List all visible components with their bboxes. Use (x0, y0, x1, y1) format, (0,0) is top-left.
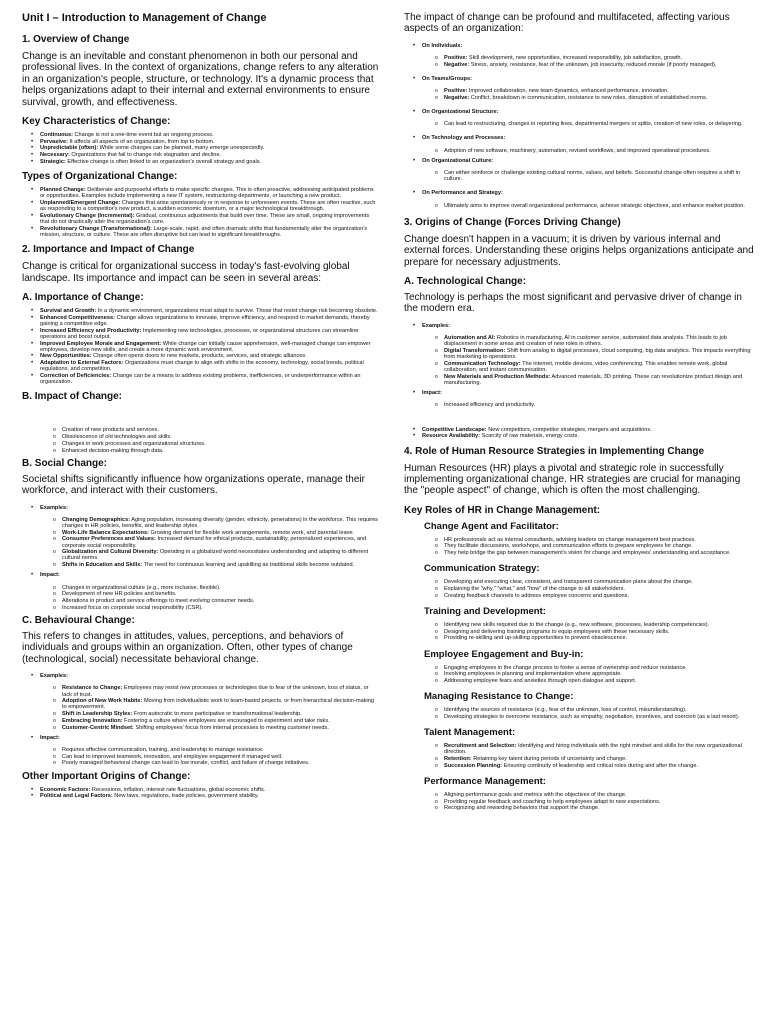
list-item: • Political and Legal Factors: New laws, regulations, trade policies, government stability. (22, 793, 380, 799)
list-item: o Identifying the sources of resistance (e.g., fear of the unknown, loss of control, misunderstanding). (404, 707, 756, 713)
performance-strategy-text: o Ultimately aims to improve overall organizational performance, achieve strategic objectives, and enhance market position. (404, 203, 756, 209)
list-item: o Automation and AI: Robotics in manufacturing, AI in customer service, automated data analysis. This leads to job displacement in some areas and creation of new roles in others. (404, 335, 756, 347)
list-item: o Developing strategies to overcome resistance, such as empathy, negotiation, incentives, and coercion (as a last resort). (404, 714, 756, 720)
list-item: • Revolutionary Change (Transformational): Large-scale, rapid, and often dramatic shifts that fundamentally alter the organization's mission, structure, or culture. These are often disruptive but can lead to significant breakthroughs. (22, 226, 380, 238)
list-item: • Increased Efficiency and Productivity: Implementing new technologies, processes, or organizational structures can streamline operations and boost output. (22, 328, 380, 340)
list-item: o Globalization and Cultural Diversity: Operating in a globalized world necessitates understanding and adapting to different cultural norms. (22, 549, 380, 561)
list-item: • Resource Availability: Scarcity of raw materials, energy costs. (404, 433, 756, 439)
section-3-paragraph: Change doesn't happen in a vacuum; it is driven by various internal and external forces. Understanding these origins helps organizations anticipate and prepare for necessary adjustments. (404, 233, 754, 268)
list-item: o Requires effective communication, training, and leadership to manage resistance. (22, 747, 380, 753)
list-item: • Improved Employee Morale and Engagement: While change can initially cause apprehension, well-managed change can empower employees, develop new skills, and create a more dynamic work environment. (22, 341, 380, 353)
other-origins-list (22, 787, 380, 800)
behavioural-change-paragraph: This refers to changes in attitudes, values, perceptions, and behaviors of individuals and groups within an organization. Often, other types of change (technological, social) necessitate behavioral change. (22, 630, 353, 665)
list-item: o Creation of new products and services. (22, 427, 380, 433)
list-item: • Enhanced Competitiveness: Change allows organizations to innovate, improve efficiency, and respond to market demands, thereby gaining a competitive edge. (22, 315, 380, 327)
on-individuals-item: • On Individuals: (404, 43, 756, 49)
section-4-heading: 4. Role of Human Resource Strategies in Implementing Change (404, 445, 705, 457)
list-item: o Embracing Innovation: Fostering a culture where employees are encouraged to experiment and take risks. (22, 718, 380, 724)
on-individuals-list (404, 55, 756, 68)
list-item: o Changes in organizational culture (e.g., more inclusive, flexible). (22, 585, 380, 591)
list-item: o Negative: Conflict, breakdown in communication, resistance to new roles, disruption of established norms. (404, 95, 756, 101)
list-item: o Work-Life Balance Expectations: Growing demand for flexible work arrangements, remote work, and parental leave. (22, 530, 380, 536)
importance-list (22, 308, 380, 385)
list-item: o Resistance to Change: Employees may resist new processes or technologies due to fear of the unknown, loss of status, or lack of trust. (22, 685, 380, 697)
hr-role-heading: Employee Engagement and Buy-in: (424, 648, 584, 660)
behav-examples-label: • Examples: (22, 673, 380, 679)
behav-impact-list (22, 747, 380, 767)
list-item: o Recruitment and Selection: Identifying and hiring individuals with the right mindset and skills for the new organizational direction. (404, 743, 756, 755)
on-teams-list (404, 88, 756, 101)
list-item: • Planned Change: Deliberate and purposeful efforts to make specific changes. This is often proactive, addressing anticipated problems or opportunities. Examples include implementing a new IT system, restructuring departments, or launching a new product. (22, 187, 380, 199)
social-impact-list (22, 585, 380, 611)
document-title: Unit I – Introduction to Management of Change (22, 12, 267, 24)
hr-role-list (404, 579, 756, 599)
social-examples-label: • Examples: (22, 505, 380, 511)
importance-heading: A. Importance of Change: (22, 291, 144, 303)
on-teams-item: • On Teams/Groups: (404, 76, 756, 82)
hr-role-list (404, 622, 756, 642)
hr-role-heading: Managing Resistance to Change: (424, 691, 574, 703)
list-item: • Pervasive: It affects all aspects of an organization, from top to bottom. (22, 139, 380, 145)
list-item: • Continuous: Change is not a one-time event but an ongoing process. (22, 132, 380, 138)
section-2-heading: 2. Importance and Impact of Change (22, 244, 195, 256)
list-item: • Survival and Growth: In a dynamic environment, organizations must adapt to survive. Those that resist change risk becoming obsolete. (22, 308, 380, 314)
list-item: o Involving employees in planning and implementation where appropriate. (404, 671, 756, 677)
other-forces-list (404, 427, 756, 440)
list-item: o They facilitate discussions, workshops, and communication efforts to prepare employees for change. (404, 543, 756, 549)
list-item: o Alterations in product and service offerings to meet evolving consumer needs. (22, 598, 380, 604)
org-structure-item: • On Organizational Structure: (404, 109, 756, 115)
left-column (22, 12, 380, 805)
list-item: o Communication Technology: The internet, mobile devices, video conferencing. This enables remote work, global collaboration, and instant communication. (404, 361, 756, 373)
list-item: o Designing and delivering training programs to equip employees with these necessary skills. (404, 629, 756, 635)
list-item: o Providing regular feedback and coaching to help employees adapt to new expectations. (404, 799, 756, 805)
hr-role-heading: Change Agent and Facilitator: (424, 520, 559, 532)
hr-roles-heading: Key Roles of HR in Change Management: (404, 504, 601, 516)
list-item: o Digital Transformation: Shift from analog to digital processes, cloud computing, big data analytics. This impacts everything from marketing to operations. (404, 348, 756, 360)
list-item: o Obsolescence of old technologies and skills. (22, 434, 380, 440)
social-change-paragraph: Societal shifts significantly influence how organizations operate, manage their workforce, and interact with their customers. (22, 473, 365, 497)
tech-impact-label: • Impact: (404, 390, 756, 396)
list-item: o Adoption of New Work Habits: Moving from individualistic work to team-based projects, or from hierarchical decision-making to empowerment. (22, 698, 380, 710)
list-item: o HR professionals act as internal consultants, advising leaders on change management best practices. (404, 537, 756, 543)
list-item: o Aligning performance goals and metrics with the objectives of the change. (404, 792, 756, 798)
list-item: • Correction of Deficiencies: Change can be a means to address existing problems, inefficiencies, or underperformance within an organization. (22, 373, 380, 385)
list-item: o Engaging employees in the change process to foster a sense of ownership and reduce resistance. (404, 665, 756, 671)
impact-heading: B. Impact of Change: (22, 391, 123, 403)
tech-examples-list (404, 335, 756, 386)
list-item: o Shifts in Education and Skills: The need for continuous learning and upskilling as traditional skills become outdated. (22, 562, 380, 568)
key-characteristics-heading: Key Characteristics of Change: (22, 116, 171, 128)
section-4-paragraph: Human Resources (HR) plays a pivotal and strategic role in successfully implementing organizational change. HR strategies are crucial for managing the "people aspect" of change, which is often the most challenging. (404, 462, 741, 497)
list-item: o Shift in Leadership Styles: From autocratic to more participative or transformational leadership. (22, 711, 380, 717)
list-item: o Changing Demographics: Aging population, increasing diversity (gender, ethnicity, generations) in the workforce. This requires changes in HR policies, benefits, and leadership styles. (22, 517, 380, 529)
list-item: • Necessary: Organizations that fail to change risk stagnation and decline. (22, 152, 380, 158)
technological-change-paragraph: Technology is perhaps the most significant and pervasive driver of change in the modern era. (404, 292, 742, 315)
hr-role-list (404, 707, 756, 720)
hr-role-list (404, 537, 756, 557)
list-item: o Developing and executing clear, consistent, and transparent communication plans about the change. (404, 579, 756, 585)
tech-process-item: • On Technology and Processes: (404, 135, 756, 141)
list-item: • New Opportunities: Change often opens doors to new markets, products, services, and strategic alliances. (22, 353, 380, 359)
social-change-heading: B. Social Change: (22, 457, 108, 469)
hr-role-heading: Training and Development: (424, 605, 546, 617)
hr-role-heading: Communication Strategy: (424, 563, 540, 575)
list-item: • Unpredictable (often): While some changes can be planned, many emerge unexpectedly. (22, 145, 380, 151)
list-item: • Strategic: Effective change is often linked to an organization's overall strategy and goals. (22, 159, 380, 165)
list-item: o Consumer Preferences and Values: Increased demand for ethical products, sustainability, personalized experiences, and corporate social responsibility. (22, 536, 380, 548)
hr-role-heading: Talent Management: (424, 727, 516, 739)
section-1-heading: 1. Overview of Change (22, 34, 130, 45)
list-item: o Enhanced decision-making through data. (22, 448, 380, 454)
right-column (404, 12, 756, 819)
social-examples-list (22, 517, 380, 569)
list-item: • Adaptation to External Factors: Organizations must change to align with shifts in the economy, technology, social trends, political regulations, and competition. (22, 360, 380, 372)
behavioural-change-heading: C. Behavioural Change: (22, 614, 135, 626)
key-characteristics-list (22, 132, 380, 165)
impact-intro-paragraph: The impact of change can be profound and multifaceted, affecting various aspects of an organization: (404, 12, 730, 35)
list-item: o Customer-Centric Mindset: Shifting employees' focus from internal processes to meeting customer needs. (22, 725, 380, 731)
list-item: o Positive: Skill development, new opportunities, increased responsibility, job satisfaction, growth. (404, 55, 756, 61)
list-item: • Unplanned/Emergent Change: Changes that arise spontaneously or in response to unforeseen events. These are often reactive, such as responding to a competitor's new product, a sudden economic downturn, or a major technological breakthrough. (22, 200, 380, 212)
list-item: o Identifying new skills required due to the change (e.g., new software, processes, leadership competencies). (404, 622, 756, 628)
performance-strategy-item: • On Performance and Strategy: (404, 190, 756, 196)
tech-impact-list (404, 402, 756, 408)
types-heading: Types of Organizational Change: (22, 171, 178, 183)
social-impact-label: • Impact: (22, 572, 380, 578)
org-culture-text: o Can either reinforce or challenge existing cultural norms, values, and beliefs. Successful change often requires a shift in culture. (404, 170, 756, 182)
tech-examples-label: • Examples: (404, 323, 756, 329)
section-3-heading: 3. Origins of Change (Forces Driving Change) (404, 216, 621, 228)
hr-role-list (404, 743, 756, 769)
behav-impact-label: • Impact: (22, 735, 380, 741)
technological-change-heading: A. Technological Change: (404, 276, 527, 288)
hr-role-list (404, 665, 756, 685)
list-item: o Can lead to improved teamwork, innovation, and employee engagement if managed well. (22, 754, 380, 760)
list-item: o Poorly managed behavioral change can lead to low morale, conflict, and failure of change initiatives. (22, 760, 380, 766)
list-item: • Evolutionary Change (Incremental): Gradual, continuous adjustments that build over time. These are small, ongoing improvements that do not drastically alter the organization's core. (22, 213, 380, 225)
hr-role-list (404, 792, 756, 812)
list-item: o Changes in work processes and organizational structures. (22, 441, 380, 447)
list-item: o Succession Planning: Ensuring continuity of leadership and critical roles during and after the change. (404, 763, 756, 769)
list-item: o Recognizing and rewarding behaviors that support the change. (404, 805, 756, 811)
list-item: • Economic Factors: Recessions, inflation, interest rate fluctuations, global economic shifts. (22, 787, 380, 793)
list-item: o New Materials and Production Methods: Advanced materials, 3D printing. These can revolutionize product design and manufacturing. (404, 374, 756, 386)
list-item: o Development of new HR policies and benefits. (22, 591, 380, 597)
list-item: o They help bridge the gap between management's vision for change and employees' understanding and acceptance. (404, 550, 756, 556)
list-item: o Providing re-skilling and up-skilling opportunities to prevent obsolescence. (404, 635, 756, 641)
section-2-paragraph: Change is critical for organizational success in today's fast-evolving global landscape. Its importance and impact can be seen in several areas: (22, 261, 350, 284)
org-structure-text: o Can lead to restructuring, changes in reporting lines, departmental mergers or splits, creation of new roles, or delayering. (404, 121, 756, 127)
list-item: o Negative: Stress, anxiety, resistance, fear of the unknown, job insecurity, reduced morale (if poorly managed). (404, 62, 756, 68)
list-item: o Addressing employee fears and anxieties through open dialogue and support. (404, 678, 756, 684)
list-item: o Creating feedback channels to address employee concerns and questions. (404, 593, 756, 599)
list-item: o Increased focus on corporate social responsibility (CSR). (22, 605, 380, 611)
types-list (22, 187, 380, 238)
tech-process-text: o Adoption of new software, machinery, automation, revised workflows, and improved operational procedures. (404, 148, 756, 154)
hr-role-heading: Performance Management: (424, 775, 546, 787)
section-1-paragraph: Change is an inevitable and constant phenomenon in both our personal and professional lives. In the context of organizations, change refers to any alteration in an organization's people, structure, or technology. It's a dynamic process that helps organizations adapt to their internal and external environments to ensure survival, growth, and effectiveness. (22, 51, 379, 108)
list-item: o Positive: Improved collaboration, new team dynamics, enhanced performance, innovation. (404, 88, 756, 94)
org-culture-item: • On Organizational Culture: (404, 158, 756, 164)
hr-roles-section (404, 521, 756, 812)
behav-examples-list (22, 685, 380, 730)
impact-list (22, 427, 380, 453)
list-item: o Increased efficiency and productivity. (404, 402, 756, 408)
other-origins-heading: Other Important Origins of Change: (22, 770, 191, 782)
list-item: o Explaining the "why," "what," and "how" of the change to all stakeholders. (404, 586, 756, 592)
list-item: o Retention: Retaining key talent during periods of uncertainty and change. (404, 756, 756, 762)
list-item: • Competitive Landscape: New competitors, competitor strategies, mergers and acquisitions. (404, 427, 756, 433)
